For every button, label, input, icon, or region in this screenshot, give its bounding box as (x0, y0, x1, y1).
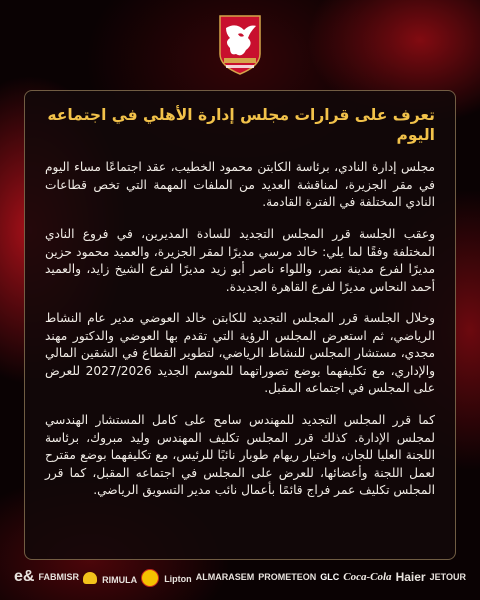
sponsor-haier-logo: Haier (395, 570, 426, 584)
sponsor-etisalat-logo: e& (14, 568, 35, 585)
rimula-label: RIMULA (102, 574, 138, 585)
sponsor-almarasem-logo: ALMARASEM (195, 572, 255, 582)
post-paragraph-2: وعقب الجلسة قرر المجلس التجديد للسادة المديرين، في فروع النادي المختلفة وفقًا لما يلي: خالد مرسي مديرًا لمقر الجزيرة، والعميد محمود حزين مديرًا لفرع مدينة نصر، واللواء ناصر أبو زيد مديرًا لفرع الشيخ زايد، والعميد أحمد النحاس مديرًا لفرع القاهرة الجديدة. (45, 226, 435, 294)
post-title: تعرف على قرارات مجلس إدارة الأهلي في اجتماعه اليوم (47, 106, 435, 145)
sponsor-coca-cola-logo: Coca-Cola (343, 571, 392, 583)
sponsor-lipton-logo (141, 567, 192, 587)
post-paragraph-1: مجلس إدارة النادي، برئاسة الكابتن محمود الخطيب، عقد اجتماعًا مساء اليوم في مقر الجزيرة، لمناقشة العديد من الملفات المهمة التي تخص قطاعات النادي المختلفة في الفترة القادمة. (45, 160, 435, 210)
post-paragraph-4: كما قرر المجلس التجديد للمهندس سامح على كامل المستشار الهندسي لمجلس الإدارة. كذلك قرر المجلس تكليف المهندس وليد مبروك، برئاسة اللجنة العليا للجان، واختيار ريهام طوبار نائبًا للرئيس، مع تكليفهما بوضع مقترح لعمل اللجنة وأعضائها، للعرض على المجلس في اجتماعه المقبل، كما قرر المجلس تكليف عمر فراج قائمًا بأعمال نائب مدير التسويق الرياضي. (45, 413, 435, 498)
sponsor-glc-logo: GLC (320, 572, 340, 582)
lipton-label: Lipton (164, 574, 192, 585)
sponsor-logos-bar (14, 564, 466, 590)
lipton-icon (141, 569, 159, 587)
shell-icon (83, 572, 97, 584)
sponsor-jetour-logo: JETOUR (429, 572, 466, 582)
al-ahly-logo (216, 14, 264, 76)
sponsor-prometeon-logo: PROMETEON (258, 572, 317, 582)
announcement-panel (24, 90, 456, 560)
sponsor-shell-rimula-logo (83, 568, 137, 587)
sponsor-fabmisr-logo: FABMISR (38, 572, 79, 582)
post-paragraph-3: وخلال الجلسة قرر المجلس التجديد للكابتن خالد العوضي مدير عام النشاط الرياضي، ثم استعرض المجلس الرؤية التي تقدم بها العوضي والدكتور مهند مجدي، مستشار المجلس للنشاط الرياضي، لتطوير القطاع في الشقين المالي والإداري، مع تكليفهما بوضع تصوراتهما للموسم الجديد 2027/2026 للعرض على المجلس في اجتماعه المقبل. (45, 311, 435, 396)
